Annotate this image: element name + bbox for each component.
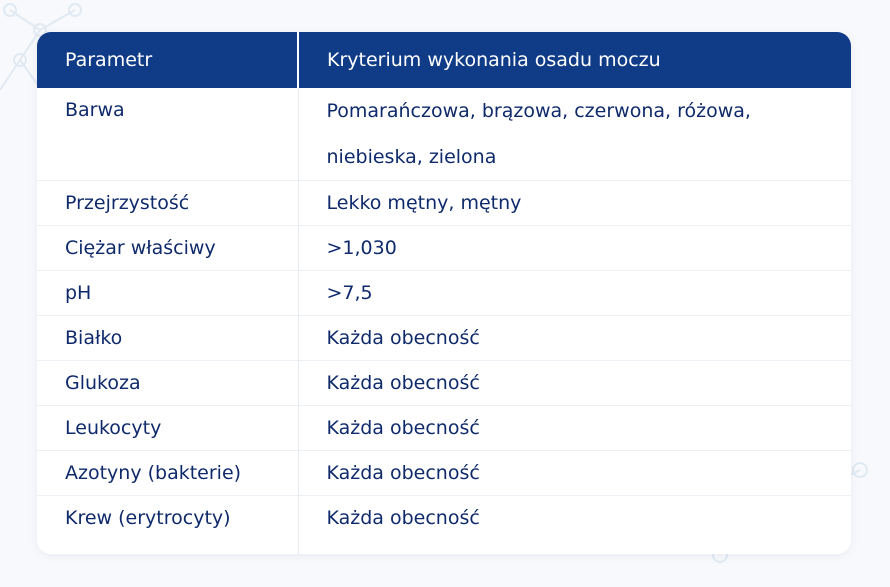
header-kryterium: Kryterium wykonania osadu moczu: [298, 32, 851, 88]
criteria-table-card: [37, 32, 851, 554]
row-value-cell: >7,5: [298, 271, 851, 316]
table-row: [37, 226, 851, 271]
row-param-cell: Barwa: [37, 88, 298, 181]
table-body: [37, 88, 851, 554]
row-param-cell: Ciężar właściwy: [37, 226, 298, 271]
row-value-cell: Każda obecność: [298, 406, 851, 451]
row-value-cell: Każda obecność: [298, 316, 851, 361]
row-param-cell: Leukocyty: [37, 406, 298, 451]
table-row: [37, 406, 851, 451]
row-param-cell: pH: [37, 271, 298, 316]
row-value-cell: Każda obecność: [298, 361, 851, 406]
table-header: [37, 32, 851, 88]
row-param-cell: Krew (erytrocyty): [37, 496, 298, 554]
row-value-cell: Każda obecność: [326, 507, 480, 529]
table-row: [37, 316, 851, 361]
header-parametr: Parametr: [37, 32, 298, 88]
row-param-cell: Glukoza: [37, 361, 298, 406]
table-row: [37, 271, 851, 316]
criteria-table: [37, 32, 851, 554]
row-value-cell: >1,030: [298, 226, 851, 271]
table-row: [37, 451, 851, 496]
table-row: [37, 88, 851, 181]
row-value-cell: Pomarańczowa, brązowa, czerwona, różowa, niebieska, zielona: [298, 88, 851, 181]
table-row: [37, 361, 851, 406]
header-row: [37, 32, 851, 88]
table-row: [37, 181, 851, 226]
row-param-cell: Przejrzystość: [37, 181, 298, 226]
row-value-cell: Każda obecność: [298, 451, 851, 496]
row-param-cell: Białko: [37, 316, 298, 361]
row-value-cell: Lekko mętny, mętny: [298, 181, 851, 226]
row-param-cell: Azotyny (bakterie): [37, 451, 298, 496]
table-row: [37, 496, 851, 554]
